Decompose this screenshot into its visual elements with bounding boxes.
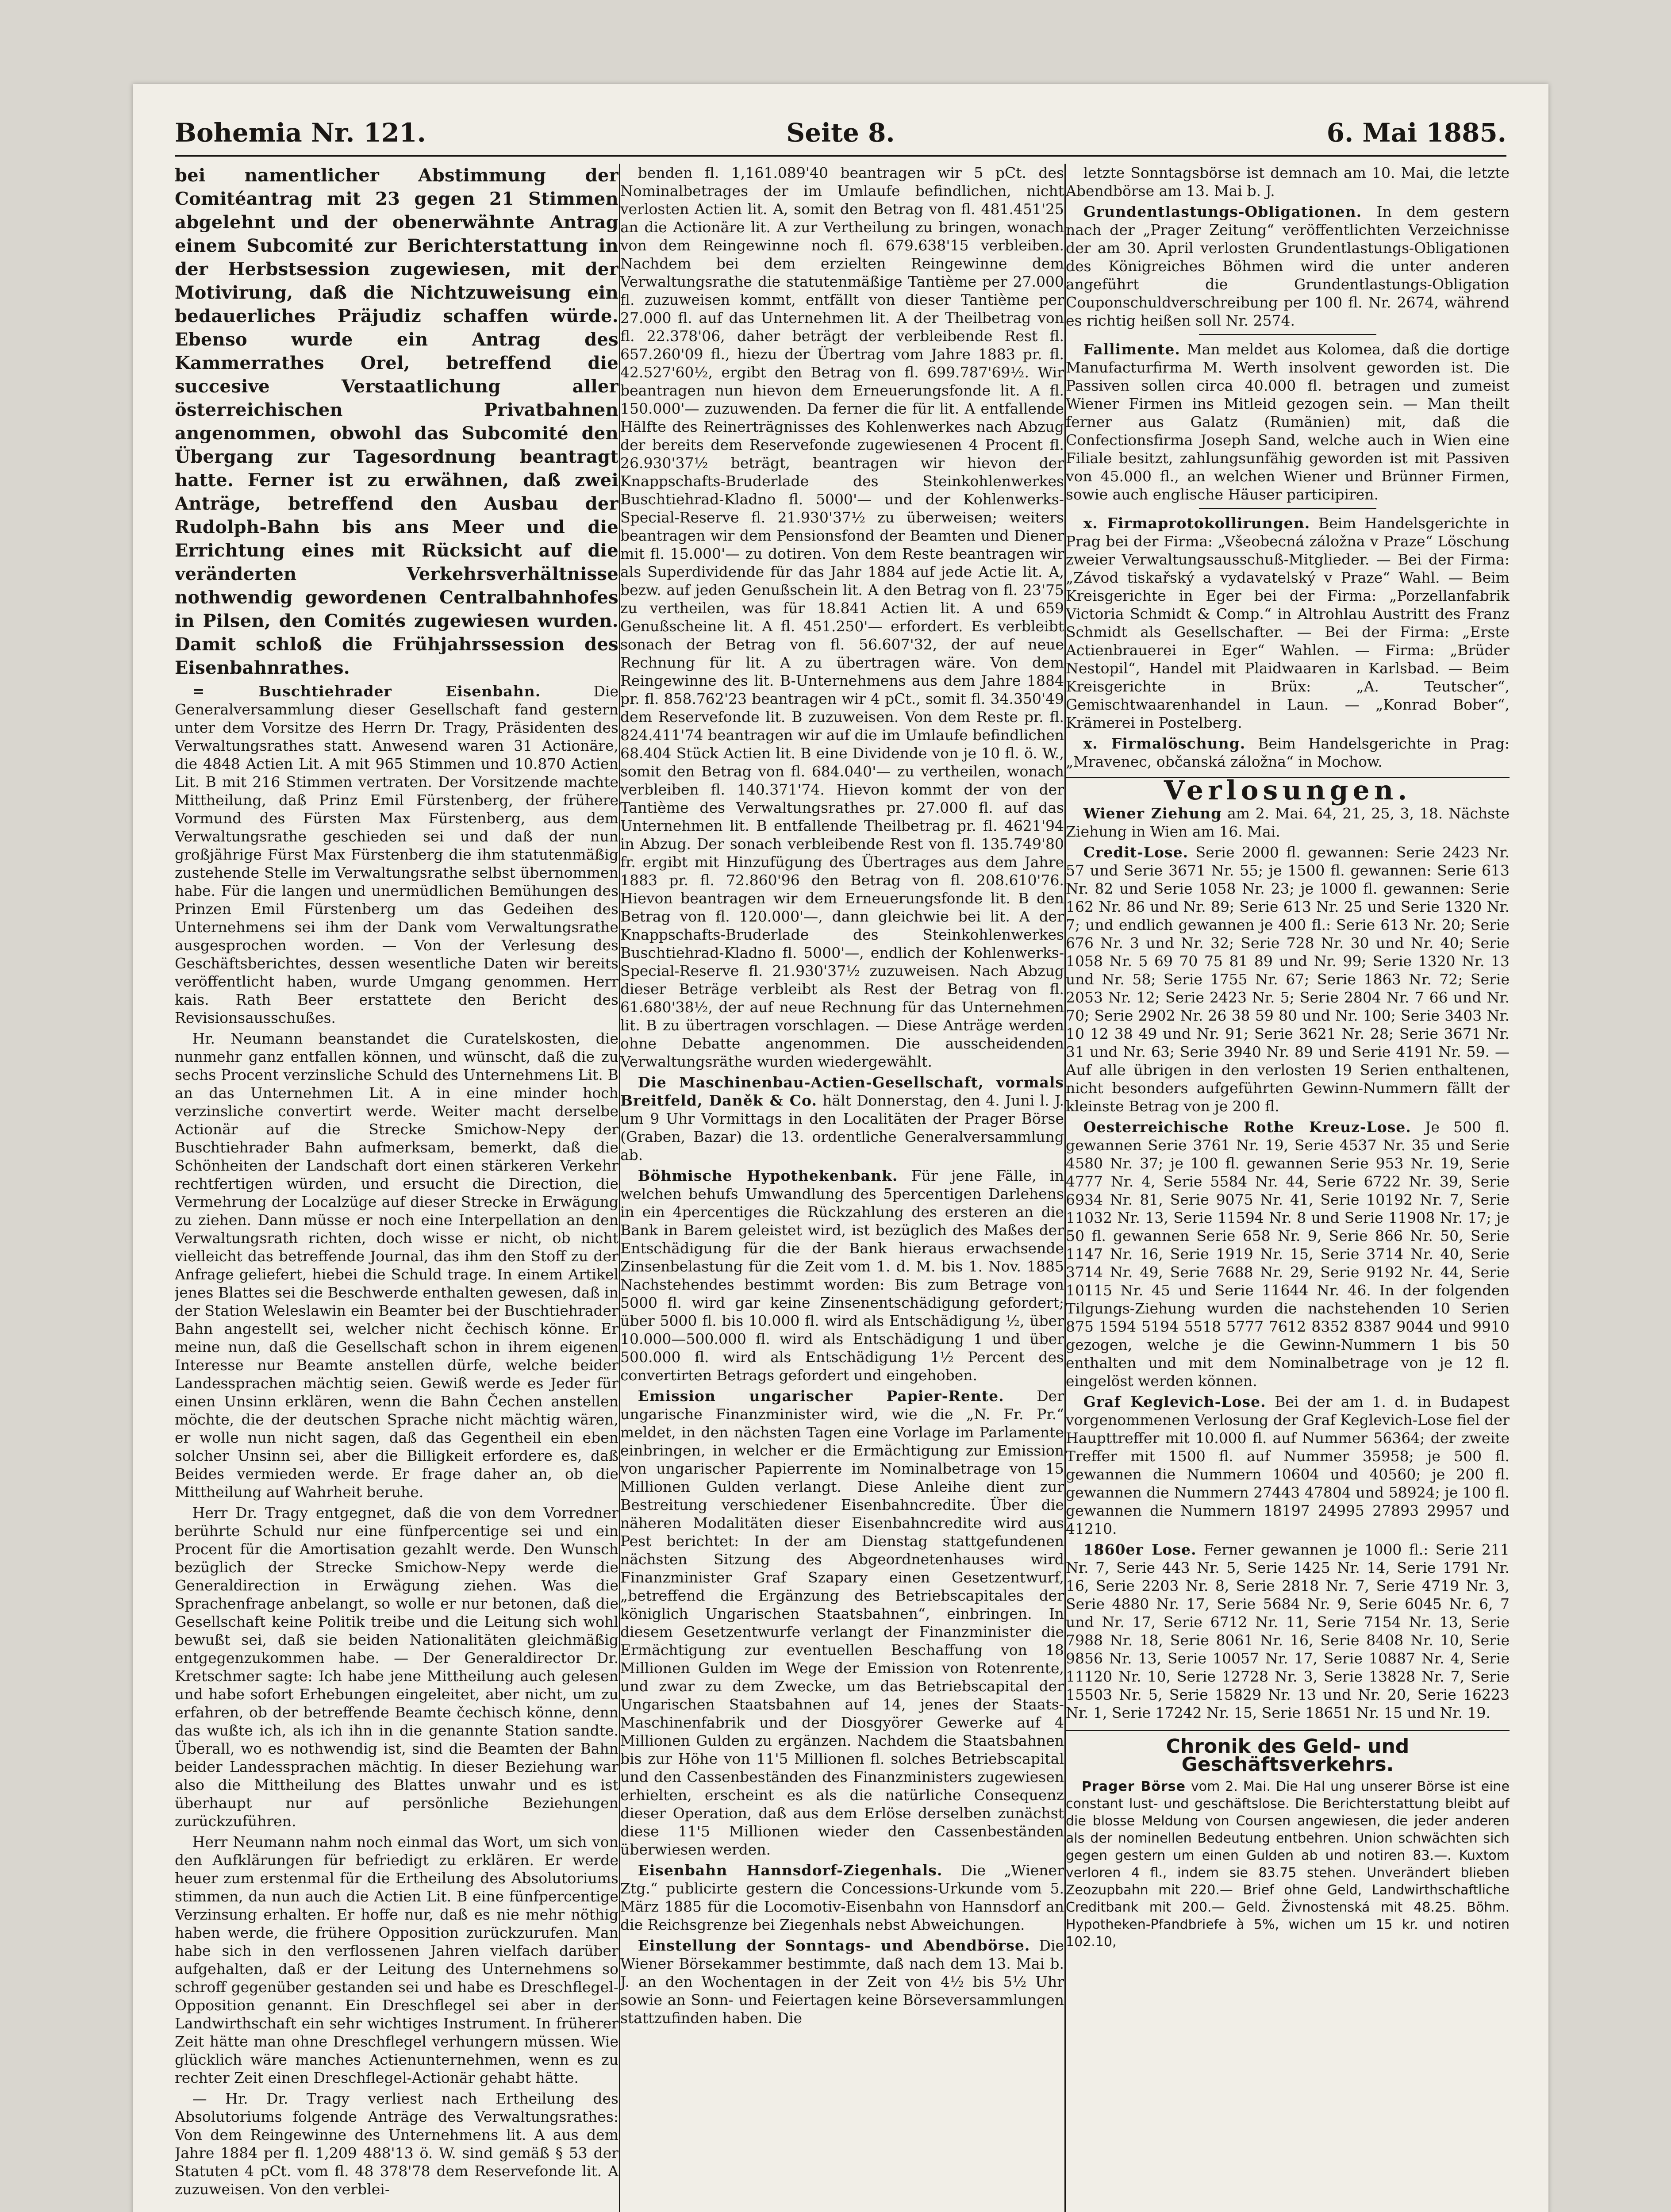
heading-firmaloeschung: x. Firmalöschung. xyxy=(1083,735,1246,752)
body-buschtiehrad: Die Generalversammlung dieser Gesellschaft fand gestern unter dem Vorsitze des Herrn Dr. Tragy, Präsidenten des Verwaltungsrathes statt. Anwesend waren 31 Actionäre, die 4848 Actien Lit. A mit 965 Stimmen und 10.870 Actien Lit. B mit 216 Stimmen vertraten. Der Vorsitzende machte Mittheilung, daß Prinz Emil Fürstenberg, der frühere Vormund des Fürsten Max Fürstenberg, aus dem Verwaltungsrathe geschieden sei und daß der nun großjährige Fürst Max Fürstenberg die ihm statutenmäßig zustehende Stelle im Verwaltungsrathe selbst übernommen habe. Für die langen und unermüdlichen Bemühungen des Prinzen Emil Fürstenberg um das Gedeihen des Unternehmens sei ihm der Dank vom Verwaltungsrathe ausgesprochen worden. — Von der Verlesung des Geschäftsberichtes, dessen wesentliche Daten wir bereits veröffentlicht haben, wurde Umgang genommen. Herr kais. Rath Beer erstattete den Bericht des Revisionsausschußes. xyxy=(175,683,618,1026)
body-wiener-ziehung: am 2. Mai. 64, 21, 25, 3, 18. Nächste Ziehung in Wien am 16. Mai. xyxy=(1066,805,1510,840)
paragraph: Herr Dr. Tragy entgegnet, daß die von dem Vorredner berührte Schuld nur eine fünfpercentige sei und ein Procent für die Amortisation gezahlt werde. Den Wunsch bezüglich der Strecke Smichow-Nepy werde die Generaldirection in Erwägung ziehen. Was die Sprachenfrage anbelangt, so wolle er nur betonen, daß die Gesellschaft keine Politik treibe und die Leitung sich wohl bewußt sei, daß sie beiden Nationalitäten gleichmäßig entgegenzukommen habe. — Der Generaldirector Dr. Kretschmer sagte: Ich habe jene Mittheilung auch gelesen und habe sofort Erhebungen eingeleitet, aber nicht, um zu erfahren, ob der betreffende Beamte čechisch könne, denn das wußte ich, als ich ihn in die genannte Station sandte. Überall, wo es nothwendig ist, sind die Beamten der Bahn beider Landessprachen mächtig. In dieser Beziehung war also die Mittheilung des Blattes unwahr und es ist überhaupt nur auf persönliche Beziehungen zurückzuführen. xyxy=(175,1504,618,1830)
heading-firmaprotokoll: x. Firmaprotokollirungen. xyxy=(1083,515,1310,532)
article-fallimente xyxy=(1066,340,1510,503)
heading-eisenbahn-hannsdorf: Eisenbahn Hannsdorf-Ziegenhals. xyxy=(638,1862,943,1879)
paragraph: letzte Sonntagsbörse ist demnach am 10. Mai, die letzte Abendbörse am 13. Mai b. J. xyxy=(1066,164,1510,200)
heading-prager-boerse: Prager Börse xyxy=(1082,1779,1186,1794)
separator xyxy=(1199,508,1376,509)
body-firmaloeschung: Beim Handelsgerichte in Prag: „Mravenec, občanská záložna“ in Mochow. xyxy=(1066,735,1510,770)
body-1860er-lose: Ferner gewannen je 1000 fl.: Serie 211 Nr. 7, Serie 443 Nr. 5, Serie 1425 Nr. 14, Serie 1791 Nr. 16, Serie 2203 Nr. 8, Serie 2818 Nr. 7, Serie 4719 Nr. 3, Serie 4880 Nr. 17, Serie 5684 Nr. 9, Serie 6045 Nr. 6, 7 und Nr. 17, Serie 6712 Nr. 11, Serie 7154 Nr. 13, Serie 7988 Nr. 18, Serie 8061 Nr. 16, Serie 8408 Nr. 10, Serie 9856 Nr. 13, Serie 10057 Nr. 17, Serie 10887 Nr. 4, Serie 11120 Nr. 10, Serie 12728 Nr. 3, Serie 13828 Nr. 7, Serie 15503 Nr. 5, Serie 15829 Nr. 13 und Nr. 20, Serie 16223 Nr. 1, Serie 17242 Nr. 15, Serie 18651 Nr. 15 und Nr. 19. xyxy=(1066,1541,1510,1721)
newspaper-page xyxy=(133,84,1548,2212)
article-wiener-ziehung xyxy=(1066,804,1510,841)
body-credit-lose: Serie 2000 fl. gewannen: Serie 2423 Nr. 57 und Serie 3671 Nr. 55; je 1500 fl. gewannen: Serie 613 Nr. 82 und Serie 1058 Nr. 23; je 1000 fl. gewannen: Serie 162 Nr. 86 und Nr. 89; Serie 613 Nr. 25 und Serie 1320 Nr. 7; und endlich gewannen je 400 fl.: Serie 613 Nr. 20; Serie 676 Nr. 3 und Nr. 32; Serie 728 Nr. 30 und Nr. 40; Serie 1058 Nr. 5 69 70 75 81 89 und Nr. 99; Serie 1320 Nr. 13 und Nr. 58; Serie 1755 Nr. 67; Serie 1863 Nr. 72; Serie 2053 Nr. 12; Serie 2423 Nr. 5; Serie 2804 Nr. 7 66 und Nr. 70; Serie 2902 Nr. 26 38 59 80 und Nr. 100; Serie 3403 Nr. 10 12 38 49 und Nr. 91; Serie 3621 Nr. 28; Serie 3671 Nr. 31 und Nr. 63; Serie 3940 Nr. 89 und Serie 4191 Nr. 59. — Auf alle übrigen in den verlosten 19 Serien enthaltenen, nicht besonders aufgeführten Gewinn-Nummern fällt der kleinste Betrag von je 200 fl. xyxy=(1066,844,1510,1115)
heading-wiener-ziehung: Wiener Ziehung xyxy=(1083,805,1222,822)
paragraph: Hr. Neumann beanstandet die Curatelskosten, die nunmehr ganz entfallen können, und wünscht, daß die zu sechs Procent verzinsliche Schuld des Unternehmens Lit. B an das Unternehmen Lit. A in eine minder hoch verzinsliche convertirt werde. Weiter macht derselbe Actionär auf die Strecke Smichow-Nepy der Buschtiehrader Bahn aufmerksam, bemerkt, daß die Schönheiten der Landschaft dort einen stärkeren Verkehr rechtfertigen würden, und ersucht die Direction, die Vermehrung der Localzüge auf dieser Strecke in Erwägung zu ziehen. Dann müsse er noch eine Interpellation an den Verwaltungsrath richten, doch wisse er nicht, ob nicht vielleicht das betreffende Journal, das ihm den Stoff zu der Anfrage geliefert, hiebei die Schuld trage. In einem Artikel jenes Blattes sei die Beschwerde enthalten gewesen, daß in der Station Weleslawin ein Beamter bei der Buschtiehrader Bahn angestellt sei, welcher nicht čechisch könne. Er meine nun, daß die Gesellschaft schon in ihrem eigenen Interesse nur Beamte anstellen dürfe, welche beider Landessprachen mächtig seien. Gewiß werde es Jeder für einen Unsinn erklären, wenn die Bahn Čechen anstellen möchte, die der deutschen Sprache nicht mächtig wären, er wolle nun nicht sagen, daß das Gegentheil ein eben solcher Unsinn sei, aber die Billigkeit erfordere es, daß Beides vermieden werde. Er frage daher an, ob die Mittheilung auf Wahrheit beruhe. xyxy=(175,1030,618,1501)
body-firmaprotokoll: Beim Handelsgerichte in Prag bei der Firma: „Všeobecná záložna v Praze“ Löschung zweier Verwaltungsausschuß-Mitglieder. — Bei der Firma: „Závod tiskařský a vydavatelský v Praze“ Wahl. — Beim Kreisgerichte in Eger bei der Firma: „Porzellanfabrik Victoria Schmidt & Comp.“ in Altrohlau Austritt des Franz Schmidt als Gesellschafter. — Bei der Firma: „Erste Actienbrauerei in Eger“ Wahlen. — Firma: „Brüder Nestopil“, Handel mit Plaidwaaren in Karlsbad. — Beim Kreisgerichte in Brüx: „A. Teutscher“, Gemischtwaarenhandel in Laun. — „Konrad Bober“, Krämerei in Postelberg. xyxy=(1066,515,1510,731)
column-1 xyxy=(175,164,618,2212)
body-maschinenbau: hält Donnerstag, den 4. Juni l. J. um 9 Uhr Vormittags in den Localitäten der Prager Börse (Graben, Bazar) die 13. ordentliche Generalversammlung ab. xyxy=(620,1092,1064,1164)
heading-boerse: Einstellung der Sonntags- und Abendbörse. xyxy=(638,1937,1030,1954)
article-maschinenbau xyxy=(620,1073,1064,1164)
heading-keglevich: Graf Keglevich-Lose. xyxy=(1083,1393,1266,1410)
body-hypothekenbank: Für jene Fälle, in welchen behufs Umwandlung des 5percentigen Darlehens in ein 4percentiges die Rückzahlung des ersteren an die Bank in Barem geleistet wird, ist bezüglich des Maßes der Entschädigung für die der Bank hieraus erwachsende Zinsenbelastung für die Zeit vom 1. d. M. bis 1. Nov. 1885 Nachstehendes bestimmt worden: Bis zum Betrage von 5000 fl. wird gar keine Zinsenentschädigung gefordert; über 5000 fl. bis 10.000 fl. wird als Entschädigung ½, über 10.000—500.000 fl. wird als Entschädigung 1 und über 500.000 fl. wird als Entschädigung 1½ Percent des convertirten Betrags gefordert und eingehoben. xyxy=(620,1167,1064,1384)
body-grundentlastung: In dem gestern nach der „Prager Zeitung“ veröffentlichten Verzeichnisse der am 30. April verlosten Grundentlastungs-Obligationen des Königreiches Böhmen wird die unter anderen angeführt die Grundentlastungs-Obligation Couponschuldverschreibung per 100 fl. Nr. 2674, während es richtig heißen soll Nr. 2574. xyxy=(1066,203,1510,329)
body-papier-rente: Der ungarische Finanzminister wird, wie die „N. Fr. Pr.“ meldet, in den nächsten Tagen eine Vorlage im Parlamente einbringen, in welcher er die Ermächtigung zur Emission von ungarischer Papierrente im Nominalbetrage von 15 Millionen Gulden verlangt. Diese Anleihe dient zur Bestreitung verschiedener Eisenbahncredite. Über die näheren Modalitäten dieser Eisenbahncredite wird aus Pest berichtet: In der am Dienstag stattgefundenen nächsten Sitzung des Abgeordnetenhauses wird Finanzminister Graf Szapary einen Gesetzentwurf, „betreffend die Ergänzung des Betriebscapitales der königlich Ungarischen Staatsbahnen“, einbringen. In diesem Gesetzentwurfe verlangt der Finanzminister die Ermächtigung zur eventuellen Beschaffung von 18 Millionen Gulden im Wege der Emission von Rotenrente, und zwar zu dem Zwecke, um das Betriebscapital der Ungarischen Staatsbahnen auf 14, jenes der Staats-Maschinenfabrik und der Diosgyörer Gewerke auf 4 Millionen Gulden zu ergänzen. Nachdem die Staatsbahnen bis zur Höhe von 11'5 Millionen fl. solches Betriebscapital und den Cassenbeständen des Finanzministers zugewiesen erhielten, erscheint es als die natürliche Consequenz dieser Operation, daß aus dem Erlöse derselben zunächst diese 11'5 Millionen wieder den Cassenbeständen überwiesen werden. xyxy=(620,1387,1064,1858)
column-2 xyxy=(620,164,1064,2212)
article-papier-rente xyxy=(620,1387,1064,1859)
column-3 xyxy=(1066,164,1510,2212)
page-header xyxy=(175,115,1506,157)
columns xyxy=(175,164,1510,2212)
issue-date: 6. Mai 1885. xyxy=(1326,118,1506,148)
body-eisenbahn-hannsdorf: Die „Wiener Ztg.“ publicirte gestern die Concessions-Urkunde vom 5. März 1885 für die Locomotiv-Eisenbahn von Hannsdorf an die Reichsgrenze bei Ziegenhals nebst Abweichungen. xyxy=(620,1862,1064,1933)
paragraph: — Hr. Dr. Tragy verliest nach Ertheilung des Absolutoriums folgende Anträge des Verwaltungsrathes: Von dem Reingewinne des Unternehmens lit. A aus dem Jahre 1884 per fl. 1,209 488'13 ö. W. sind gemäß § 53 der Statuten 4 pCt. vom fl. 48 378'78 dem Reservefonde lit. A zuzuweisen. Von den verblei- xyxy=(175,2090,618,2198)
article-buschtiehrad xyxy=(175,682,618,1027)
heading-buschtiehrad: = Buschtiehrader Eisenbahn. xyxy=(192,683,541,700)
body-fallimente: Man meldet aus Kolomea, daß die dortige Manufacturfirma M. Werth insolvent geworden ist. Die Passiven sollen circa 40.000 fl. betragen und zumeist Wiener Firmen ins Mitleid gezogen sein. — Man theilt ferner aus Galatz (Rumänien) mit, daß die Confectionsfirma Joseph Sand, welche auch in Wien eine Filiale besitzt, zahlungsunfähig geworden ist mit Passiven von 45.000 fl., an welchen Wiener und Brünner Firmen, sowie auch englische Häuser participiren. xyxy=(1066,341,1510,503)
article-grundentlastung xyxy=(1066,203,1510,330)
body-boerse: Die Wiener Börsekammer bestimmte, daß nach dem 13. Mai b. J. an den Wochentagen in der Zeit von 4½ bis 5½ Uhr sowie an Sonn- und Feiertagen keine Börseversammlungen stattzufinden haben. Die xyxy=(620,1937,1064,2027)
railway-council-lead: bei namentlicher Abstimmung der Comitéantrag mit 23 gegen 21 Stimmen abgelehnt und der obenerwähnte Antrag einem Subcomité zur Berichterstattung in der Herbstsession zugewiesen, mit der Motivirung, daß die Nichtzuweisung ein bedauerliches Präjudiz schaffen würde. Ebenso wurde ein Antrag des Kammerrathes Orel, betreffend die succesive Verstaatlichung aller österreichischen Privatbahnen angenommen, obwohl das Subcomité den Übergang zur Tagesordnung beantragt hatte. Ferner ist zu erwähnen, daß zwei Anträge, betreffend den Ausbau der Rudolph-Bahn bis ans Meer und die Errichtung eines mit Rücksicht auf die veränderten Verkehrsverhältnisse nothwendig gewordenen Centralbahnhofes in Pilsen, den Comités zugewiesen wurden. Damit schloß die Frühjahrssession des Eisenbahnrathes. xyxy=(175,165,618,678)
article-firmaloeschung xyxy=(1066,734,1510,771)
heading-fallimente: Fallimente. xyxy=(1083,341,1180,358)
section-heading-chronik: Chronik des Geld- und Geschäftsverkehrs. xyxy=(1066,1730,1510,1774)
article-eisenbahn-hannsdorf xyxy=(620,1861,1064,1934)
paragraph: Herr Neumann nahm noch einmal das Wort, um sich von den Aufklärungen für befriedigt zu erklären. Er werde heuer zum erstenmal für die Ertheilung des Absolutoriums stimmen, da nun auch die Actien Lit. B eine fünfpercentige Verzinsung erhalten. Er hoffe nur, daß es nie mehr nöthig haben werde, die frühere Opposition zurückzurufen. Man habe sich in den verflossenen Jahren vielfach darüber aufgehalten, daß er der Leitung des Unternehmens so schroff gegenüber gestanden sei und habe es Dreschflegel-Opposition genannt. Ein Dreschflegel sei aber in der Landwirthschaft ein sehr wichtiges Instrument. In früherer Zeit hätte man ohne Dreschflegel verhungern müssen. Wie glücklich wäre manches Actienunternehmen, wenn es zu rechter Zeit einen Dreschflegel-Actionär gehabt hätte. xyxy=(175,1833,618,2086)
masthead-issue: Bohemia Nr. 121. xyxy=(175,118,426,148)
article-firmaprotokoll xyxy=(1066,514,1510,732)
heading-credit-lose: Credit-Lose. xyxy=(1083,844,1189,861)
article-keglevich xyxy=(1066,1393,1510,1538)
body-prager-boerse: vom 2. Mai. Die Hal ung unserer Börse ist eine constant lust- und geschäftslose. Die Berichterstattung bleibt auf die blosse Meldung von Coursen angewiesen, die jeder anderen als der nominellen Bedeutung entbehren. Union schwächten sich gegen gestern um einen Gulden ab und notiren 83.—. Kuxtom verloren 4 fl., indem sie 83.75 stehen. Unverändert blieben Zeozupbahn mit 220.— Brief ohne Geld, Landwirthschaftliche Creditbank mit 200.— Geld. Živnostenská mit 48.25. Böhm. Hypotheken-Pfandbriefe à 5%, wichen um 15 kr. und notiren 102.10, xyxy=(1066,1779,1510,1950)
paragraph: benden fl. 1,161.089'40 beantragen wir 5 pCt. des Nominalbetrages der im Umlaufe befindlichen, nicht verlosten Actien lit. A, somit den Betrag von fl. 481.451'25 an die Actionäre lit. A zur Vertheilung zu bringen, wonach von dem Reingewinne noch fl. 679.638'15 verbleiben. Nachdem bei dem erzielten Reingewinne dem Verwaltungsrathe die statutenmäßige Tantième per 27.000 fl. zuzuweisen kommt, entfällt von dieser Tantième per 27.000 fl. auf das Unternehmen lit. A der Theilbetrag von fl. 22.378'06, daher beträgt der verbleibende Rest fl. 657.260'09 fl., hiezu der Übertrag vom Jahre 1883 pr. fl. 42.527'60½, ergibt den Betrag von fl. 699.787'69½. Wir beantragen nun hievon dem Erneuerungsfonde lit. A fl. 150.000'— zuzuwenden. Da ferner die für lit. A entfallende Hälfte des Reinerträgnisses des Kohlenwerkes nach Abzug der bereits dem Reservefonde zugewiesenen 4 Procent fl. 26.930'37½ beträgt, beantragen wir hievon der Knappschafts-Bruderlade des Steinkohlenwerkes Buschtiehrad-Kladno fl. 5000'— und der Kohlenwerks-Special-Reserve fl. 21.930'37½ zu überweisen; weiters beantragen wir dem Pensionsfond der Beamten und Diener mit fl. 15.000'— zu dotiren. Von dem Reste beantragen wir als Superdividende für das Jahr 1884 auf jede Actie lit. A, bezw. auf jeden Genußschein lit. A den Betrag von fl. 23'75 zu vertheilen, was für 18.841 Actien lit. A und 659 Genußscheine lit. A fl. 451.250'— erfordert. Es verbleibt sonach der Betrag von fl. 56.607'32, der auf neue Rechnung für lit. A zu übertragen wäre. Von dem Reingewinne des lit. B-Unternehmens aus dem Jahre 1884 pr. fl. 858.762'23 beantragen wir 4 pCt., somit fl. 34.350'49 dem Reservefonde lit. B zuzuweisen. Von dem Reste pr. fl. 824.411'74 beantragen wir auf die im Umlaufe befindlichen 68.404 Stück Actien lit. B eine Dividende von je 10 fl. ö. W., somit den Betrag von fl. 684.040'— zu vertheilen, wonach verbleiben fl. 140.371'74. Hievon kommt der von der Tantième des Verwaltungsrathes pr. 27.000 fl. auf das Unternehmen lit. B entfallende Theilbetrag pr. fl. 4621'94 in Abzug. Der sonach verbleibende Rest von fl. 135.749'80 fr. ergibt mit Hinzufügung des Übertrages aus dem Jahre 1883 pr. fl. 72.860'96 den Betrag von fl. 208.610'76. Hievon beantragen wir dem Erneuerungsfonde lit. B den Betrag von fl. 120.000'—, dann gleichwie bei lit. A der Knappschafts-Bruderlade des Steinkohlenwerkes Buschtiehrad-Kladno fl. 5000'—, endlich der Kohlenwerks-Special-Reserve fl. 21.930'37½ zuzuweisen. Nach Abzug dieser Beträge verbleibt als Rest der Betrag von fl. 61.680'38½, der auf neue Rechnung für das Unternehmen lit. B zu übertragen vorschlagen. — Diese Anträge werden ohne Debatte angenommen. Die ausscheidenden Verwaltungsräthe wurden wiedergewählt. xyxy=(620,164,1064,1070)
heading-hypothekenbank: Böhmische Hypothekenbank. xyxy=(638,1167,898,1184)
body-keglevich: Bei der am 1. d. in Budapest vorgenommenen Verlosung der Graf Keglevich-Lose fiel der Haupttreffer mit 10.000 fl. auf Nummer 56364; der zweite Treffer mit 1500 fl. auf Nummer 35958; je 500 fl. gewannen die Nummern 10604 und 40560; je 200 fl. gewannen die Nummern 27443 47804 und 58924; je 100 fl. gewannen die Nummern 18197 24995 27893 29957 und 41210. xyxy=(1066,1393,1510,1537)
heading-1860er-lose: 1860er Lose. xyxy=(1083,1541,1197,1558)
article-credit-lose xyxy=(1066,843,1510,1115)
article-1860er-lose xyxy=(1066,1540,1510,1722)
article-prager-boerse xyxy=(1066,1778,1510,1951)
section-heading-verlosungen: Verlosungen. xyxy=(1066,777,1510,800)
page-number: Seite 8. xyxy=(786,118,895,148)
body-rothe-kreuz: Je 500 fl. gewannen Serie 3761 Nr. 19, Serie 4537 Nr. 35 und Serie 4580 Nr. 37; je 100 fl. gewannen Serie 953 Nr. 19, Serie 4777 Nr. 4, Serie 5584 Nr. 44, Serie 6722 Nr. 39, Serie 6934 Nr. 81, Serie 9075 Nr. 41, Serie 10192 Nr. 7, Serie 11032 Nr. 13, Serie 11594 Nr. 8 und Serie 11908 Nr. 17; je 50 fl. gewannen Serie 658 Nr. 9, Serie 866 Nr. 50, Serie 1147 Nr. 16, Serie 1919 Nr. 15, Serie 3714 Nr. 40, Serie 3714 Nr. 49, Serie 7688 Nr. 29, Serie 9192 Nr. 44, Serie 10115 Nr. 45 und Serie 11644 Nr. 46. In der folgenden Tilgungs-Ziehung wurden die nachstehenden 10 Serien 875 1594 5194 5518 5777 7612 8352 8387 9044 und 9910 gezogen, welche je die Gewinn-Nummern 1 bis 50 enthalten und mit dem Nominalbetrage von je 12 fl. eingelöst werden können. xyxy=(1066,1118,1510,1390)
heading-rothe-kreuz: Oesterreichische Rothe Kreuz-Lose. xyxy=(1083,1118,1411,1136)
heading-maschinenbau: Die Maschinenbau-Actien-Gesellschaft, vormals Breitfeld, Daněk & Co. xyxy=(620,1074,1064,1109)
heading-papier-rente: Emission ungarischer Papier-Rente. xyxy=(638,1387,1004,1405)
article-boerse xyxy=(620,1936,1064,2027)
separator xyxy=(1199,334,1376,335)
heading-grundentlastung: Grundentlastungs-Obligationen. xyxy=(1083,203,1362,220)
article-rothe-kreuz xyxy=(1066,1118,1510,1390)
article-hypothekenbank xyxy=(620,1167,1064,1384)
